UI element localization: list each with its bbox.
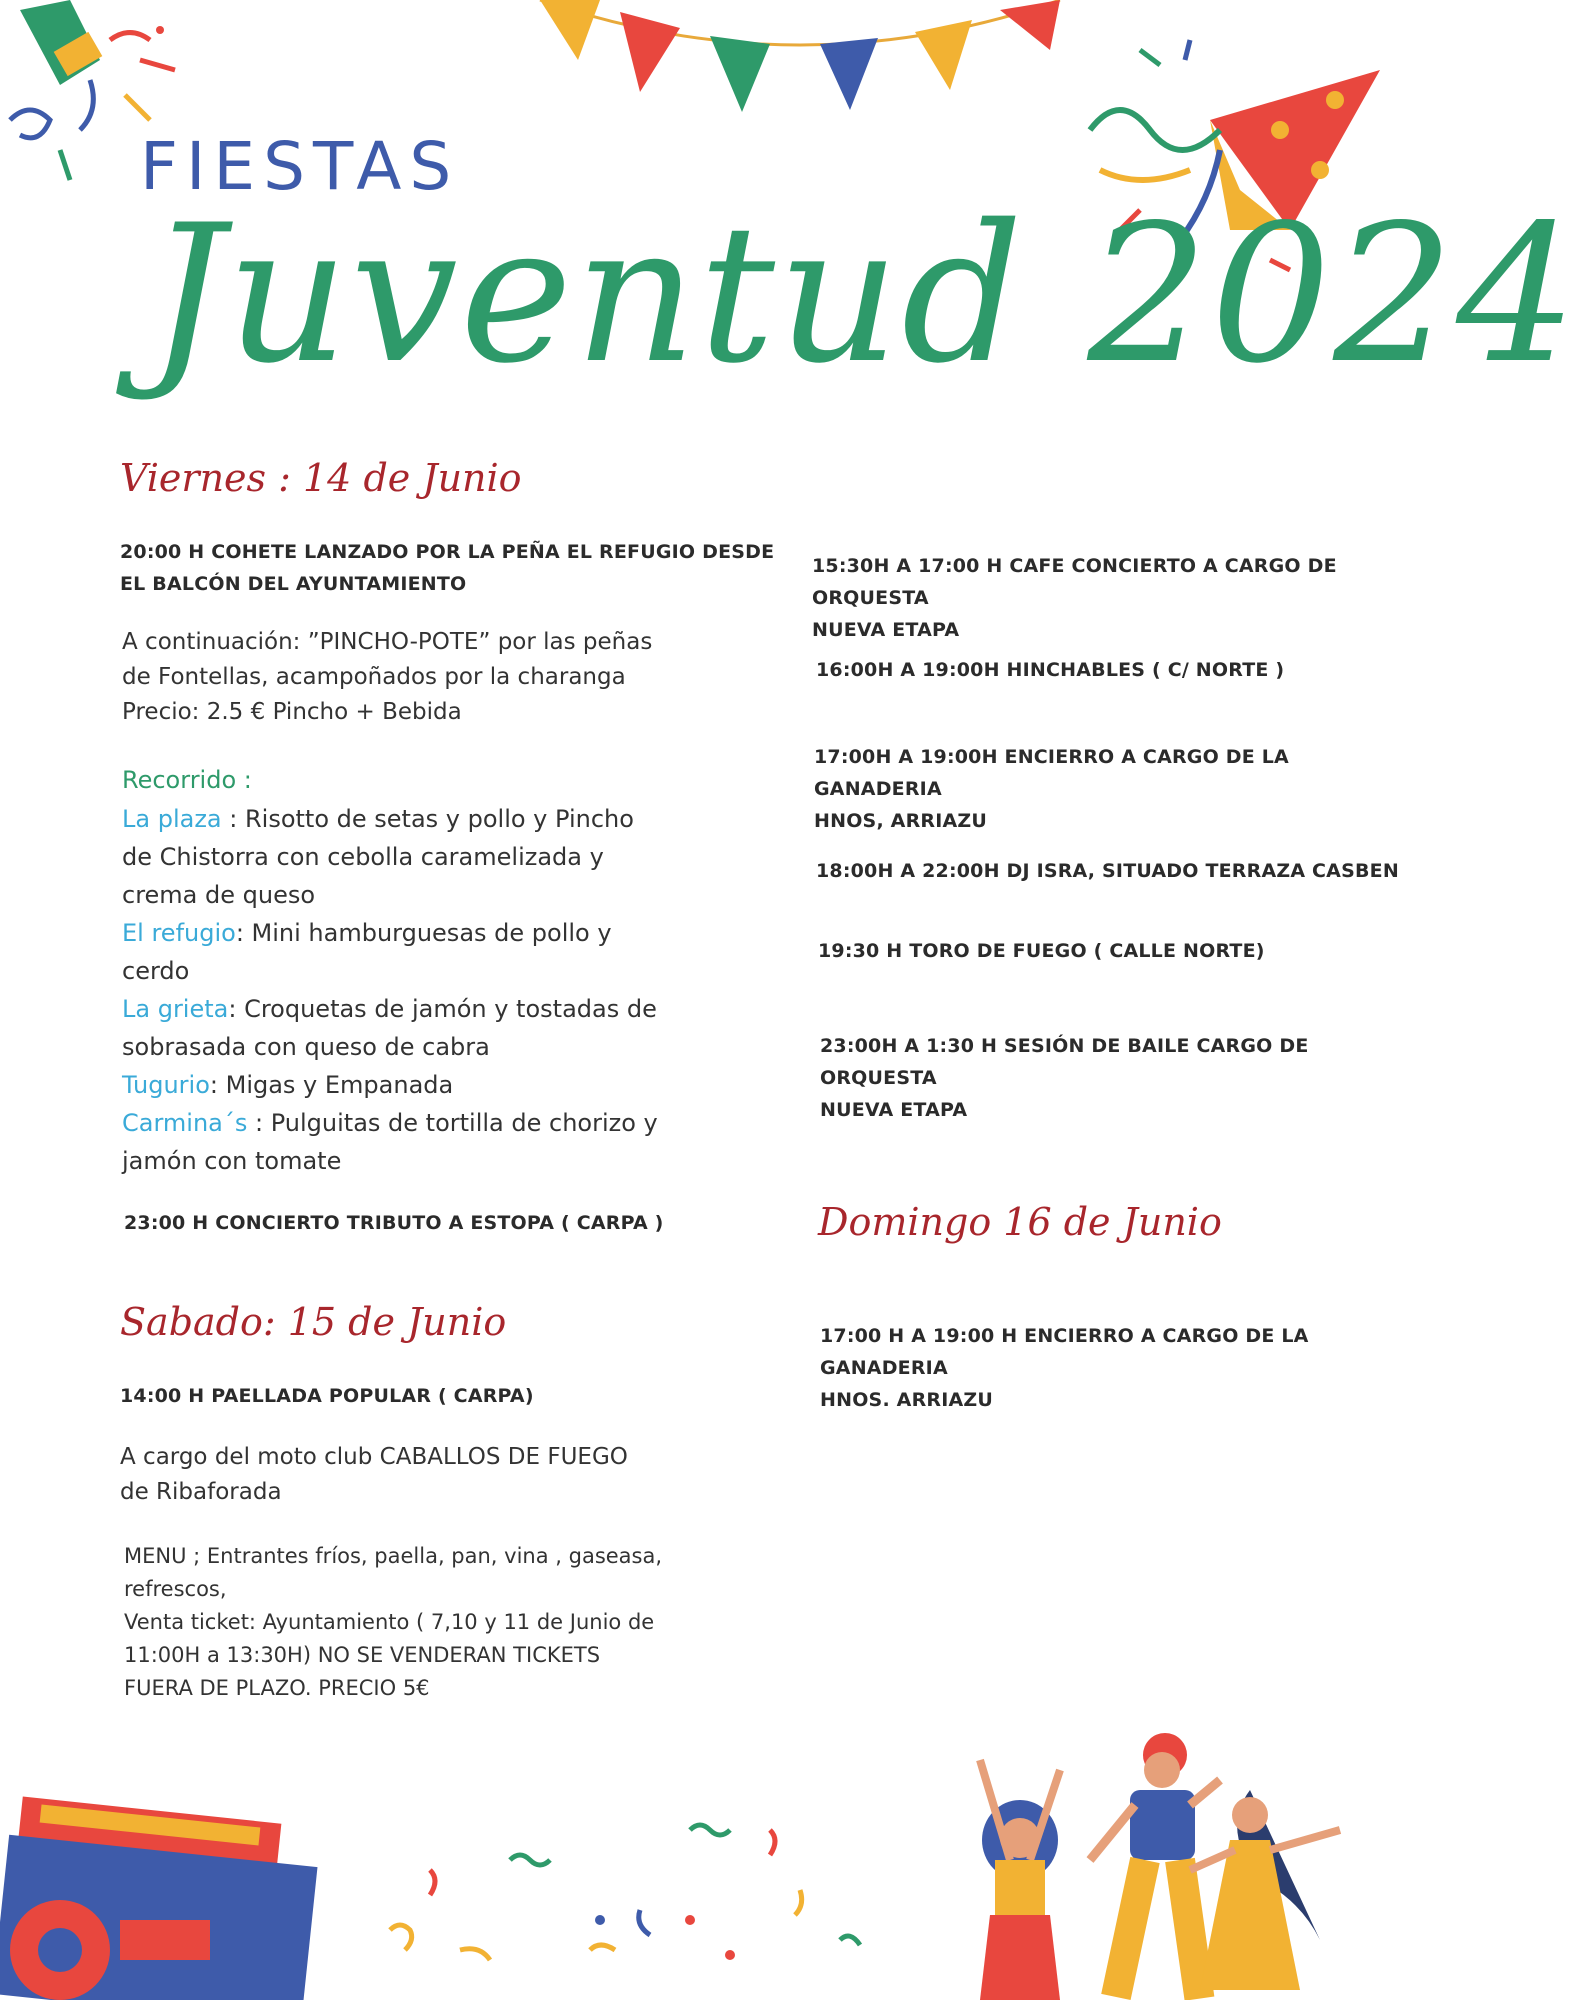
dancers-illustration [950,1720,1380,2000]
page-title: Juventud 2024 [148,184,1579,405]
event-line: 20:00 H COHETE LANZADO POR LA PEÑA EL REFUGIO DESDE [120,541,775,563]
route-place: Carmina´s [122,1109,248,1137]
boombox-decoration [0,1780,320,2000]
text-line: refrescos, [124,1577,227,1601]
route-text: : Migas y Empanada [209,1071,454,1099]
friday-event-rocket [120,536,774,600]
route-item [122,1066,658,1104]
kicker-label: FIESTAS [140,128,460,205]
event-line: 15:30H A 17:00 H CAFE CONCIERTO A CARGO DE ORQUESTA [812,555,1337,609]
text-line: Precio: 2.5 € Pincho + Bebida [122,699,462,725]
text-line: FUERA DE PLAZO. PRECIO 5€ [124,1676,430,1700]
text-line: A cargo del moto club CABALLOS DE FUEGO [120,1444,628,1470]
route-text: sobrasada con queso de cabra [122,1033,490,1061]
text-line: MENU ; Entrantes fríos, paella, pan, vina , gaseasa, [124,1544,663,1568]
route-label: Recorrido : [122,766,252,794]
route-place: Tugurio [122,1071,210,1099]
saturday-event-fire-bull: 19:30 H TORO DE FUEGO ( CALLE NORTE) [818,940,1265,962]
event-line: HNOS, ARRIAZU [814,810,988,832]
route-text: cerdo [122,957,190,985]
route-item [122,990,658,1028]
event-line: 17:00 H A 19:00 H ENCIERRO A CARGO DE LA GANADERIA [820,1325,1309,1379]
sunday-event-bull-run [820,1320,1414,1416]
route-text: : Croquetas de jamón y tostadas de [228,995,657,1023]
text-line: de Ribaforada [120,1479,282,1505]
route-text: : Risotto de setas y pollo y Pincho [221,805,634,833]
paella-organizer-text [120,1440,628,1510]
text-line: A continuación: ”PINCHO-POTE” por las peñas [122,629,653,655]
route-text: : Pulguitas de tortilla de chorizo y [247,1109,658,1137]
saturday-event-dance [820,1030,1414,1126]
saturday-event-inflatables: 16:00H A 19:00H HINCHABLES ( C/ NORTE ) [816,659,1285,681]
route-item [122,914,658,952]
saturday-event-bull-run [814,741,1414,837]
route-item [122,1104,658,1142]
text-line: Venta ticket: Ayuntamiento ( 7,10 y 11 de Junio de [124,1610,655,1634]
text-line: de Fontellas, acampoñados por la charanga [122,664,626,690]
route-place: El refugio [122,919,236,947]
route-place: La grieta [122,995,229,1023]
bunting-decoration [520,0,1080,120]
saturday-event-paella: 14:00 H PAELLADA POPULAR ( CARPA) [120,1385,534,1407]
event-line: 23:00H A 1:30 H SESIÓN DE BAILE CARGO DE ORQUESTA [820,1035,1309,1089]
confetti-decoration [370,1800,890,2000]
event-line: NUEVA ETAPA [812,619,960,641]
friday-heading: Viernes : 14 de Junio [120,456,522,500]
event-line: EL BALCÓN DEL AYUNTAMIENTO [120,573,467,595]
menu-text [124,1540,662,1705]
route-text: jamón con tomate [122,1147,342,1175]
sunday-heading: Domingo 16 de Junio [818,1200,1222,1244]
route-text: de Chistorra con cebolla caramelizada y [122,843,604,871]
saturday-event-dj: 18:00H A 22:00H DJ ISRA, SITUADO TERRAZA CASBEN [816,860,1399,882]
route-text: : Mini hamburguesas de pollo y [235,919,612,947]
route-list [122,800,658,1180]
route-place: La plaza [122,805,222,833]
text-line: 11:00H a 13:30H) NO SE VENDERAN TICKETS [124,1643,601,1667]
saturday-heading: Sabado: 15 de Junio [120,1300,507,1344]
saturday-event-cafe-concert [812,550,1414,646]
event-line: NUEVA ETAPA [820,1099,968,1121]
route-item [122,800,658,838]
event-line: 17:00H A 19:00H ENCIERRO A CARGO DE LA GANADERIA [814,746,1289,800]
event-line: HNOS. ARRIAZU [820,1389,994,1411]
pincho-pote-text [122,625,652,730]
friday-event-concert: 23:00 H CONCIERTO TRIBUTO A ESTOPA ( CARPA ) [124,1212,664,1234]
route-text: crema de queso [122,881,316,909]
